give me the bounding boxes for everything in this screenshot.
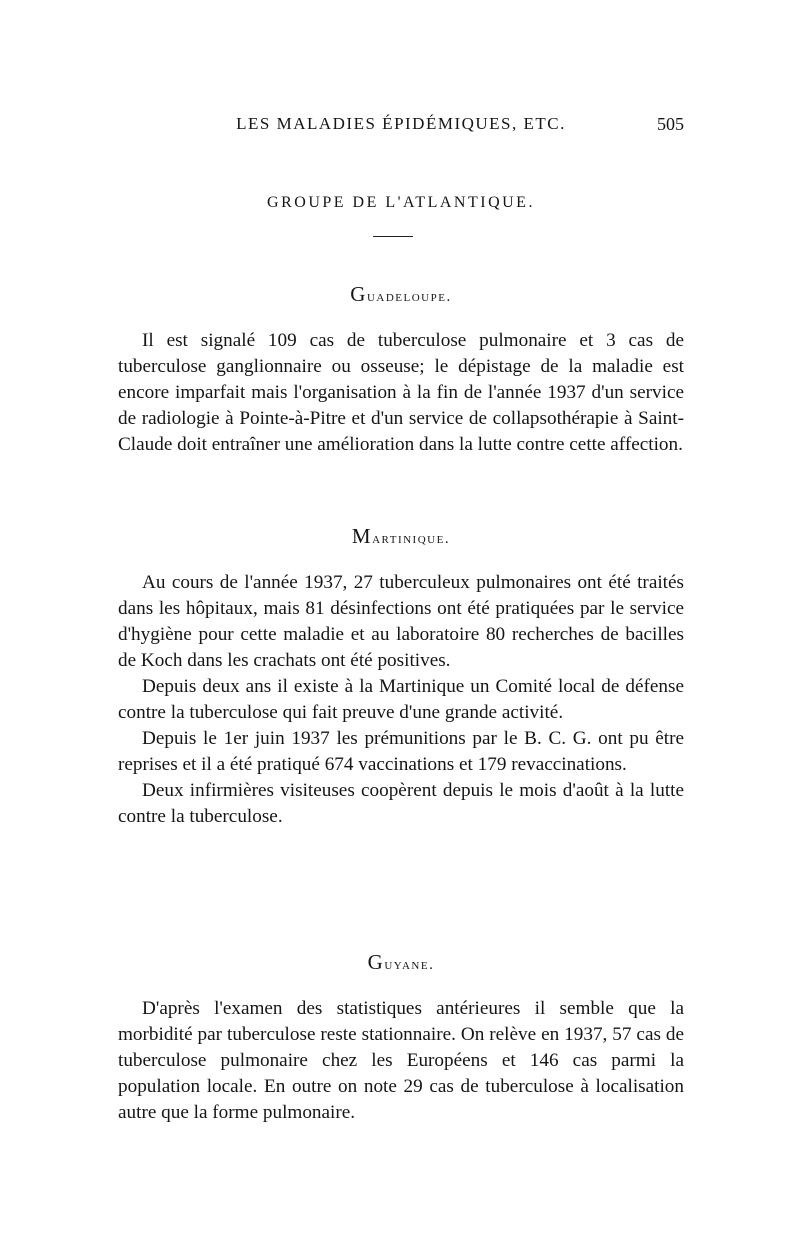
section-heading-guadeloupe: Guadeloupe. <box>350 282 452 306</box>
section-heading-martinique: Martinique. <box>351 524 451 548</box>
paragraph: Deux infirmières visiteuses coopèrent depuis le mois d'août à la lutte contre la tuberculose. <box>118 780 684 827</box>
section-body-martinique <box>118 570 684 830</box>
group-title: GROUPE DE L'ATLANTIQUE. <box>267 194 535 211</box>
running-title: LES MALADIES ÉPIDÉMIQUES, ETC. <box>236 114 566 133</box>
title-divider <box>373 236 413 237</box>
running-header <box>118 114 684 140</box>
page-number: 505 <box>657 114 684 134</box>
paragraph: Depuis deux ans il existe à la Martinique un Comité local de défense contre la tuberculose qui fait preuve d'une grande activité. <box>118 676 684 723</box>
section-heading-guyane: Guyane. <box>367 950 435 974</box>
paragraph: D'après l'examen des statistiques antérieures il semble que la morbidité par tuberculose reste stationnaire. On relève en 1937, 57 cas de tuberculose pulmonaire chez les Européens et 146 cas parmi la population locale. En outre on note 29 cas de tuberculose à localisation autre que la forme pulmonaire. <box>118 998 684 1123</box>
paragraph: Au cours de l'année 1937, 27 tuberculeux pulmonaires ont été traités dans les hôpitaux, mais 81 désinfections ont été pratiquées par le service d'hygiène pour cette maladie et au laboratoire 80 recherches de bacilles de Koch dans les crachats ont été positives. <box>118 572 684 671</box>
section-body-guadeloupe <box>118 328 684 458</box>
paragraph: Depuis le 1er juin 1937 les prémunitions par le B. C. G. ont pu être reprises et il a été pratiqué 674 vaccinations et 179 revaccinations. <box>118 728 684 775</box>
section-body-guyane <box>118 996 684 1126</box>
paragraph: Il est signalé 109 cas de tuberculose pulmonaire et 3 cas de tuberculose ganglionnaire ou osseuse; le dépistage de la maladie est encore imparfait mais l'organisation à la fin de l'année 1937 d'un service de radiologie à Pointe-à-Pitre et d'un service de collapsothérapie à Saint-Claude doit entraîner une amélioration dans la lutte contre cette affection. <box>118 330 684 455</box>
